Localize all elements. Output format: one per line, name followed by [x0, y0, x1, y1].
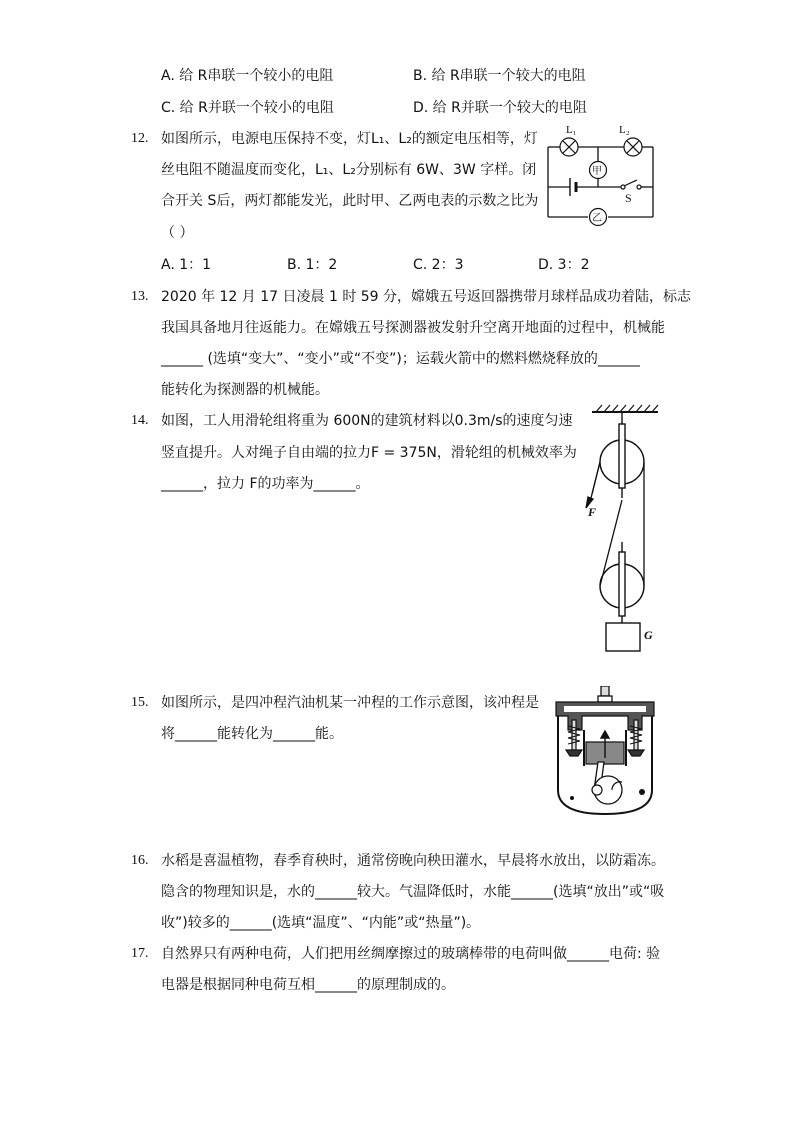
q12-option-a: A. 1：1: [161, 257, 212, 273]
pull-force-arrow-icon: [586, 462, 600, 508]
lamp-l2-icon: [624, 138, 642, 156]
switch-label: S: [625, 191, 632, 205]
q14-number: 14.: [131, 413, 149, 428]
q12-option-c: C. 2：3: [413, 257, 464, 273]
pulley-system-diagram: [578, 402, 664, 658]
q13-line-2: 我国具备地月往返能力。在嫦娥五号探测器被发射升空离开地面的过程中，机械能: [161, 320, 665, 336]
q17-line-2: 电器是根据同种电荷互相______的原理制成的。: [161, 977, 455, 993]
movable-pulley-icon: [600, 542, 644, 623]
spark-plug-icon: [598, 686, 612, 702]
fixed-pulley-icon: [600, 412, 644, 498]
q12-number: 12.: [131, 131, 149, 146]
q12-line-2: 丝电阻不随温度而变化，L₁、L₂分别标有 6W、3W 字样。闭: [161, 162, 537, 178]
q11-option-b: B. 给 R串联一个较大的电阻: [413, 68, 586, 84]
q12-line-1: 如图所示，电源电压保持不变，灯L₁、L₂的额定电压相等，灯: [161, 131, 538, 147]
q16-line-3: 收”)较多的______(选填“温度”、“内能”或“热量”)。: [161, 915, 481, 931]
q11-option-a: A. 给 R串联一个较小的电阻: [161, 68, 334, 84]
q12-option-b: B. 1：2: [287, 257, 338, 273]
q13-line-3: ______ (选填“变大”、“变小”或“不变”)；运载火箭中的燃料燃烧释放的______: [161, 351, 640, 367]
meter-jia-label: 甲: [592, 166, 602, 177]
switch-icon: [621, 180, 641, 189]
q13-line-4: 能转化为探测器的机械能。: [161, 382, 329, 398]
q14-line-3: ______，拉力 F的功率为______。: [161, 476, 370, 492]
q15-number: 15.: [131, 695, 149, 710]
q16-number: 16.: [131, 853, 149, 868]
engine-stroke-diagram: [542, 686, 668, 816]
q15-line-1: 如图所示，是四冲程汽油机某一冲程的工作示意图，该冲程是: [161, 695, 539, 711]
q13-number: 13.: [131, 289, 149, 304]
q12-line-4: （ ）: [161, 225, 194, 241]
lamp-l2-label: L₂: [619, 124, 630, 136]
q13-line-1: 2020 年 12 月 17 日凌晨 1 时 59 分，嫦娥五号返回器携带月球样品成功着陆，标志: [161, 289, 692, 305]
q11-option-c: C. 给 R并联一个较小的电阻: [161, 100, 334, 116]
weight-label: G: [644, 628, 653, 642]
q11-option-d: D. 给 R并联一个较大的电阻: [413, 100, 587, 116]
force-label: F: [588, 505, 597, 519]
q12-line-3: 合开关 S后，两灯都能发光，此时甲、乙两电表的示数之比为: [161, 193, 539, 209]
meter-yi-label: 乙: [592, 213, 602, 224]
q17-number: 17.: [131, 946, 149, 961]
q12-option-d: D. 3：2: [538, 257, 590, 273]
q16-line-2: 隐含的物理知识是，水的______较大。气温降低时，水能______(选填“放出”或“吸: [161, 884, 665, 900]
q17-line-1: 自然界只有两种电荷，人们把用丝绸摩擦过的玻璃棒带的电荷叫做______电荷: 验: [161, 946, 661, 962]
q14-line-2: 竖直提升。人对绳子自由端的拉力F = 375N，滑轮组的机械效率为: [161, 445, 577, 461]
q14-line-1: 如图，工人用滑轮组将重为 600N的建筑材料以0.3m/s的速度匀速: [161, 413, 573, 429]
q15-line-2: 将______能转化为______能。: [161, 726, 343, 742]
q16-line-1: 水稻是喜温植物，春季育秧时，通常傍晚向秧田灌水，早晨将水放出，以防霜冻。: [161, 853, 665, 869]
lamp-l1-label: L₁: [566, 124, 577, 136]
lamp-l1-icon: [560, 138, 578, 156]
battery-icon: [570, 178, 576, 196]
weight-block-icon: [606, 623, 640, 651]
